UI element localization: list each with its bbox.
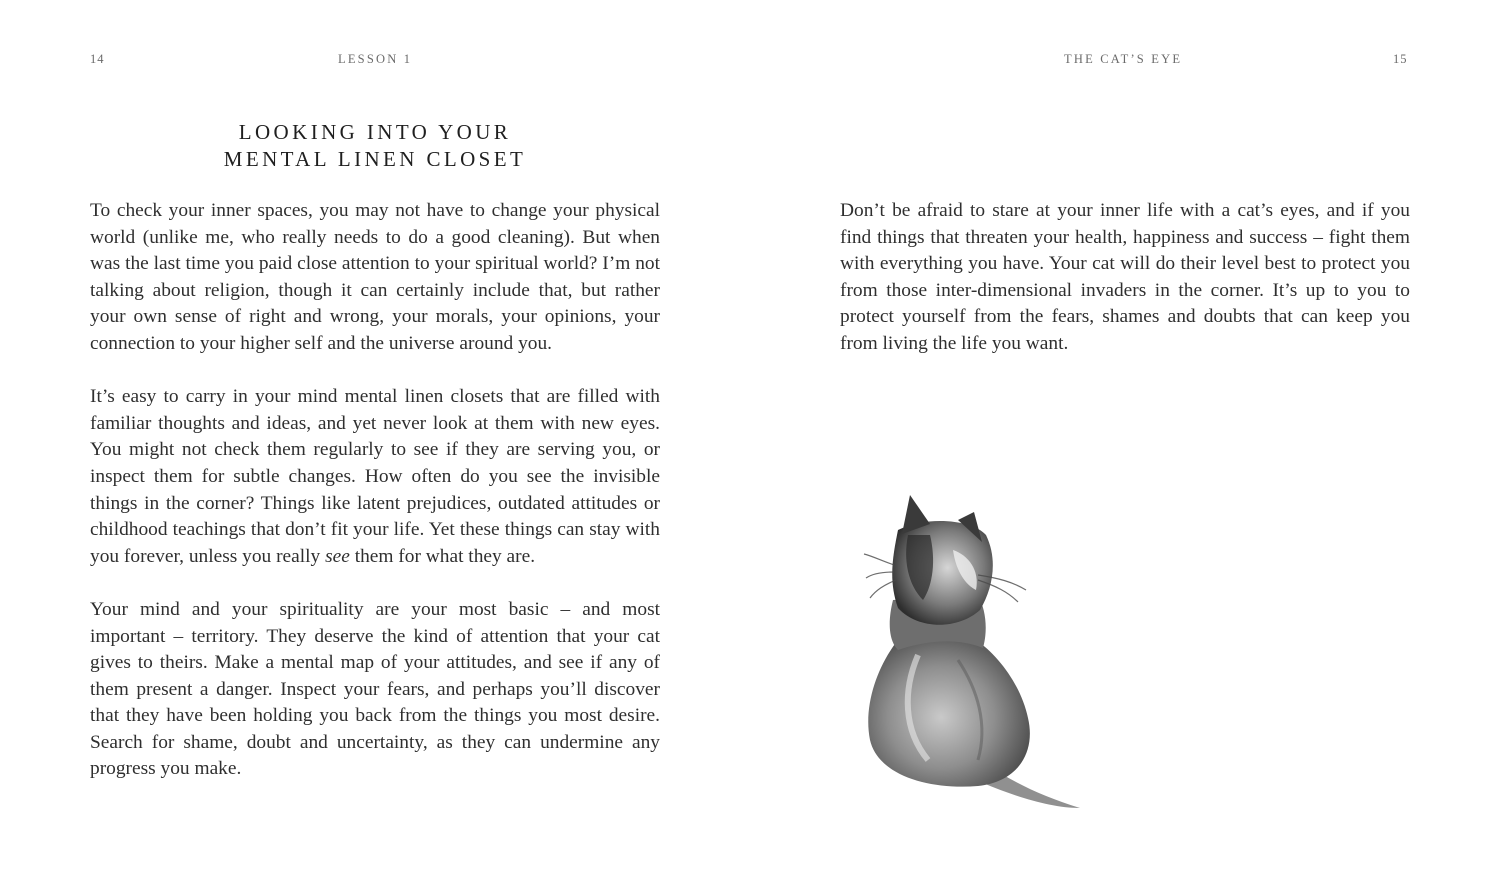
cat-illustration-icon <box>858 490 1088 820</box>
page-number-left: 14 <box>90 52 105 66</box>
emphasis-see: see <box>325 545 350 567</box>
paragraph-2-text-b: them for what they are. <box>349 545 536 567</box>
running-head-left: LESSON 1 <box>338 52 413 66</box>
section-title <box>90 119 660 173</box>
right-body-text <box>840 198 1410 384</box>
paragraph-4: Don’t be afraid to stare at your inner life with a cat’s eyes, and if you find things that threaten your health, happiness and success – fight them with everything you have. Your cat will do their level best to protect you from those inter-dimensional invaders in the corner. It’s up to you to protect yourself from the fears, shames and doubts that can keep you from living the life you want. <box>840 200 1410 354</box>
paragraph-2 <box>90 384 660 570</box>
left-body-text <box>90 198 660 810</box>
paragraph-1: To check your inner spaces, you may not have to change your physical world (unlike me, who really needs to do a good cleaning). But when was the last time you paid close attention to your spiritual world? I’m not talking about religion, though it can certainly include that, but rather your own sense of right and wrong, your morals, your opinions, your connection to your higher self and the universe around you. <box>90 200 660 354</box>
page-number-right: 15 <box>1393 52 1408 66</box>
paragraph-3: Your mind and your spirituality are your most basic – and most important – territory. They deserve the kind of attention that your cat gives to theirs. Make a mental map of your attitudes, and see if any of them present a danger. Inspect your fears, and perhaps you’ll discover that they have been holding you back from the things you most desire. Search for shame, doubt and uncertainty, as they can undermine any progress you make. <box>90 598 660 780</box>
running-head-right: THE CAT’S EYE <box>1064 52 1183 66</box>
paragraph-2-text-a: It’s easy to carry in your mind mental linen closets that are filled with familiar thoughts and ideas, and yet never look at them with new eyes. You might not check them regularly to see if they are serving you, or inspect them for subtle changes. How often do you see the invisible things in the corner? Things like latent prejudices, outdated attitudes or childhood teachings that don’t fit your life. Yet these things can stay with you forever, unless you really <box>90 386 660 567</box>
section-title-line-1: LOOKING INTO YOUR <box>238 120 512 144</box>
section-title-line-2: MENTAL LINEN CLOSET <box>223 147 527 171</box>
